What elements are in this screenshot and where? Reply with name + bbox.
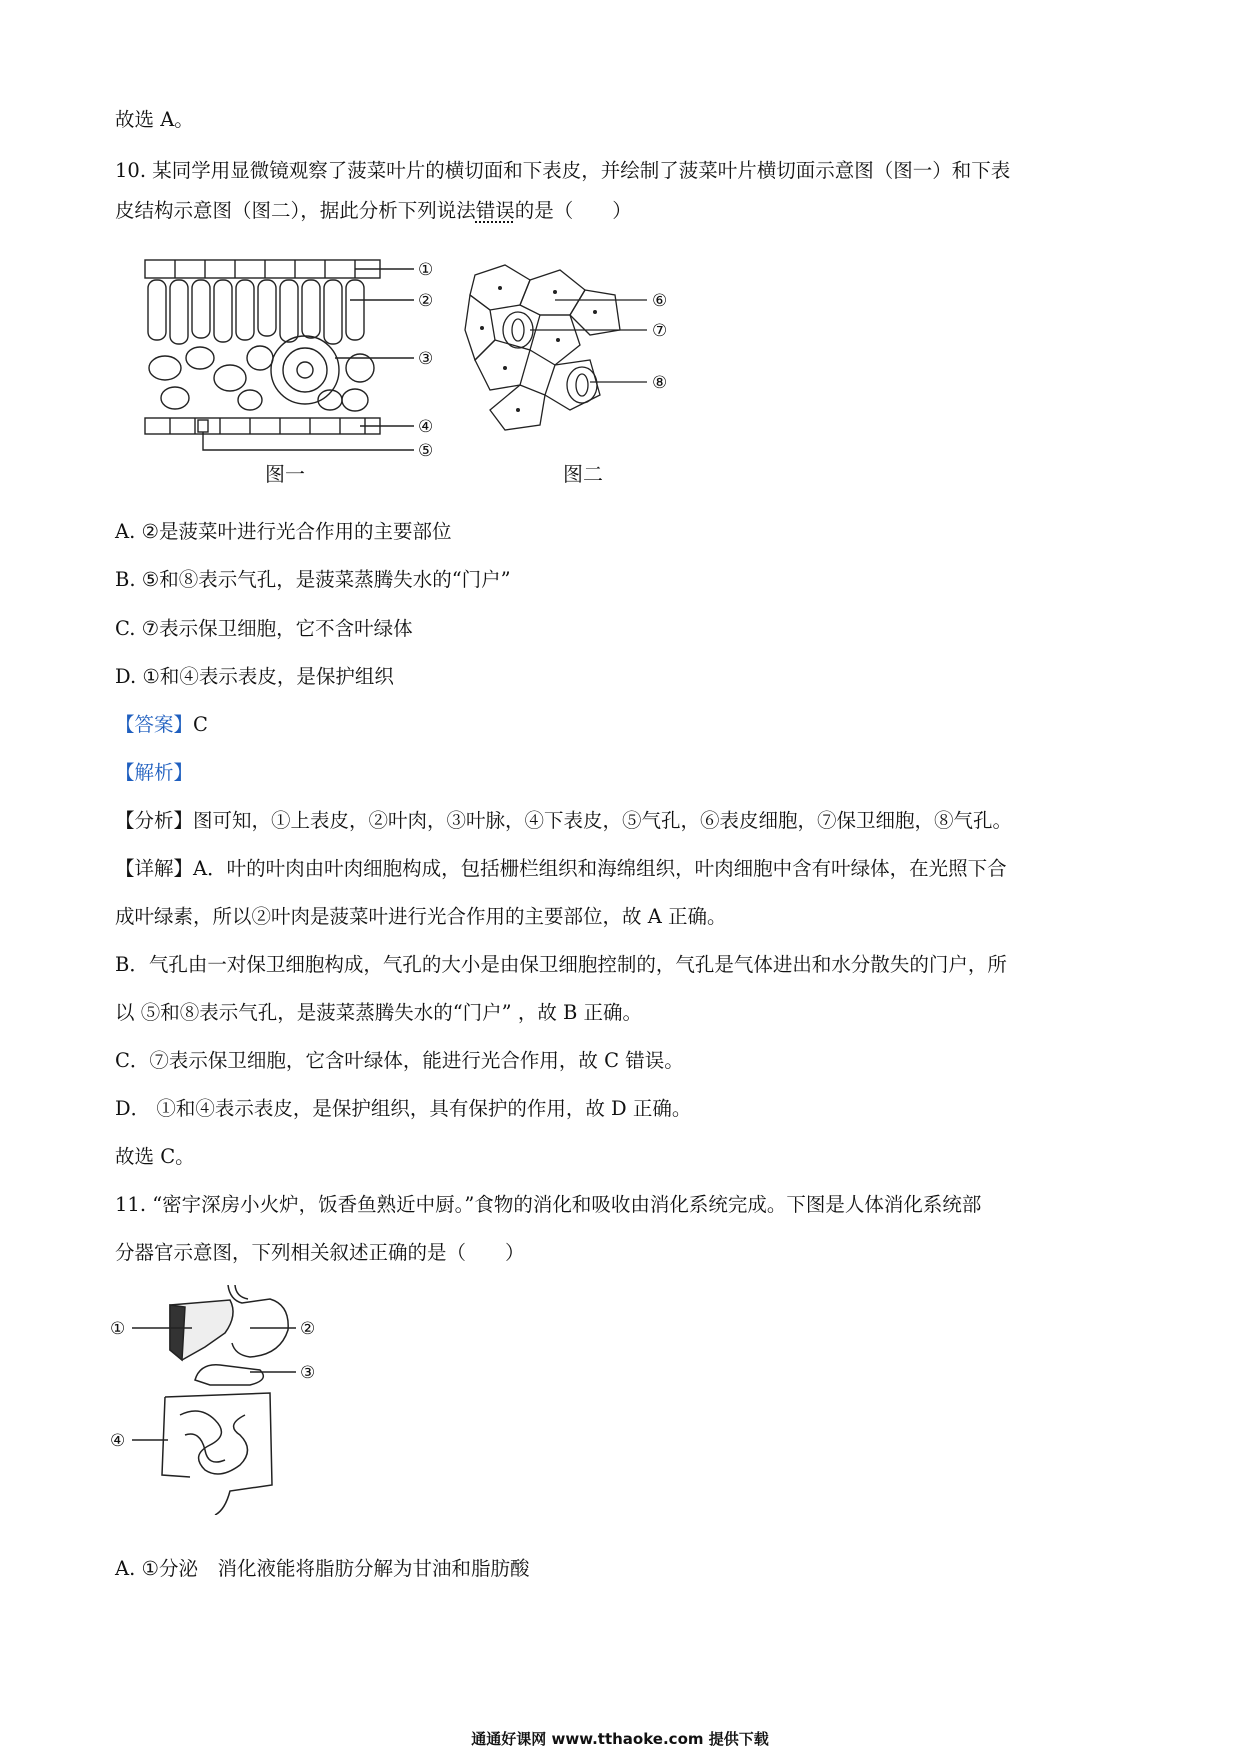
- question-11-stem-cont: 分器官示意图，下列相关叙述正确的是（ ）: [115, 1241, 525, 1264]
- label-2: ②: [418, 291, 434, 311]
- label-8: ⑧: [652, 373, 668, 393]
- detail-line: D． ①和④表示表皮，是保护组织，具有保护的作用，故 D 正确。: [115, 1097, 692, 1120]
- question-11-option-a: A. ①分泌 消化液能将脂肪分解为甘油和脂肪酸: [115, 1557, 530, 1580]
- label-1: ①: [110, 1319, 126, 1339]
- label-3: ③: [300, 1363, 316, 1383]
- figure-2-caption: 图二: [563, 462, 603, 486]
- lower-epidermis-figure: [460, 250, 700, 440]
- option-c: C. ⑦表示保卫细胞，它不含叶绿体: [115, 617, 413, 640]
- label-6: ⑥: [652, 291, 668, 311]
- question-11-stem: 11. “密宇深房小火炉，饭香鱼熟近中厨。”食物的消化和吸收由消化系统完成。下图是人体消化系统部: [115, 1193, 982, 1216]
- text-line: 故选 C。: [115, 1145, 195, 1168]
- label-5: ⑤: [418, 441, 434, 461]
- detail-line: B．气孔由一对保卫细胞构成，气孔的大小是由保卫细胞控制的，气孔是气体进出和水分散失的门户，所: [115, 953, 1007, 976]
- analysis-tag: 【解析】: [115, 761, 194, 784]
- question-10-stem-cont: 皮结构示意图（图二），据此分析下列说法错误的是（ ）: [115, 199, 632, 222]
- option-b: B. ⑤和⑧表示气孔，是菠菜蒸腾失水的“门户”: [115, 568, 511, 591]
- label-1: ①: [418, 260, 434, 280]
- detail-line: 成叶绿素，所以②叶肉是菠菜叶进行光合作用的主要部位，故 A 正确。: [115, 905, 727, 928]
- footer: 通通好课网 www.tthaoke.com 提供下载: [471, 1730, 769, 1748]
- text-line: 故选 A。: [115, 108, 194, 131]
- label-2: ②: [300, 1319, 316, 1339]
- detail-line: 以 ⑤和⑧表示气孔，是菠菜蒸腾失水的“门户” ，故 B 正确。: [115, 1001, 643, 1024]
- option-d: D. ①和④表示表皮，是保护组织: [115, 665, 394, 688]
- label-4: ④: [418, 417, 434, 437]
- digestive-system-figure: [110, 1285, 340, 1515]
- figure-1-caption: 图一: [265, 462, 305, 486]
- option-a: A. ②是菠菜叶进行光合作用的主要部位: [115, 520, 452, 543]
- label-4: ④: [110, 1431, 126, 1451]
- answer-tag: 【答案】: [115, 713, 194, 736]
- analysis-line: 【分析】图可知，①上表皮，②叶肉，③叶脉，④下表皮，⑤气孔，⑥表皮细胞，⑦保卫细胞，⑧气孔。: [115, 809, 1013, 832]
- question-10-stem: 10. 某同学用显微镜观察了菠菜叶片的横切面和下表皮，并绘制了菠菜叶片横切面示意图（图一）和下表: [115, 159, 1011, 182]
- label-3: ③: [418, 349, 434, 369]
- answer-value: C: [193, 713, 208, 736]
- detail-line: 【详解】A．叶的叶肉由叶肉细胞构成，包括栅栏组织和海绵组织，叶肉细胞中含有叶绿体，在光照下合: [115, 857, 1007, 880]
- detail-line: C．⑦表示保卫细胞，它含叶绿体，能进行光合作用，故 C 错误。: [115, 1049, 684, 1072]
- answer: [115, 711, 208, 739]
- label-7: ⑦: [652, 321, 668, 341]
- leaf-cross-section-figure: [140, 250, 460, 480]
- emphasis-wrong: 错误: [475, 199, 515, 222]
